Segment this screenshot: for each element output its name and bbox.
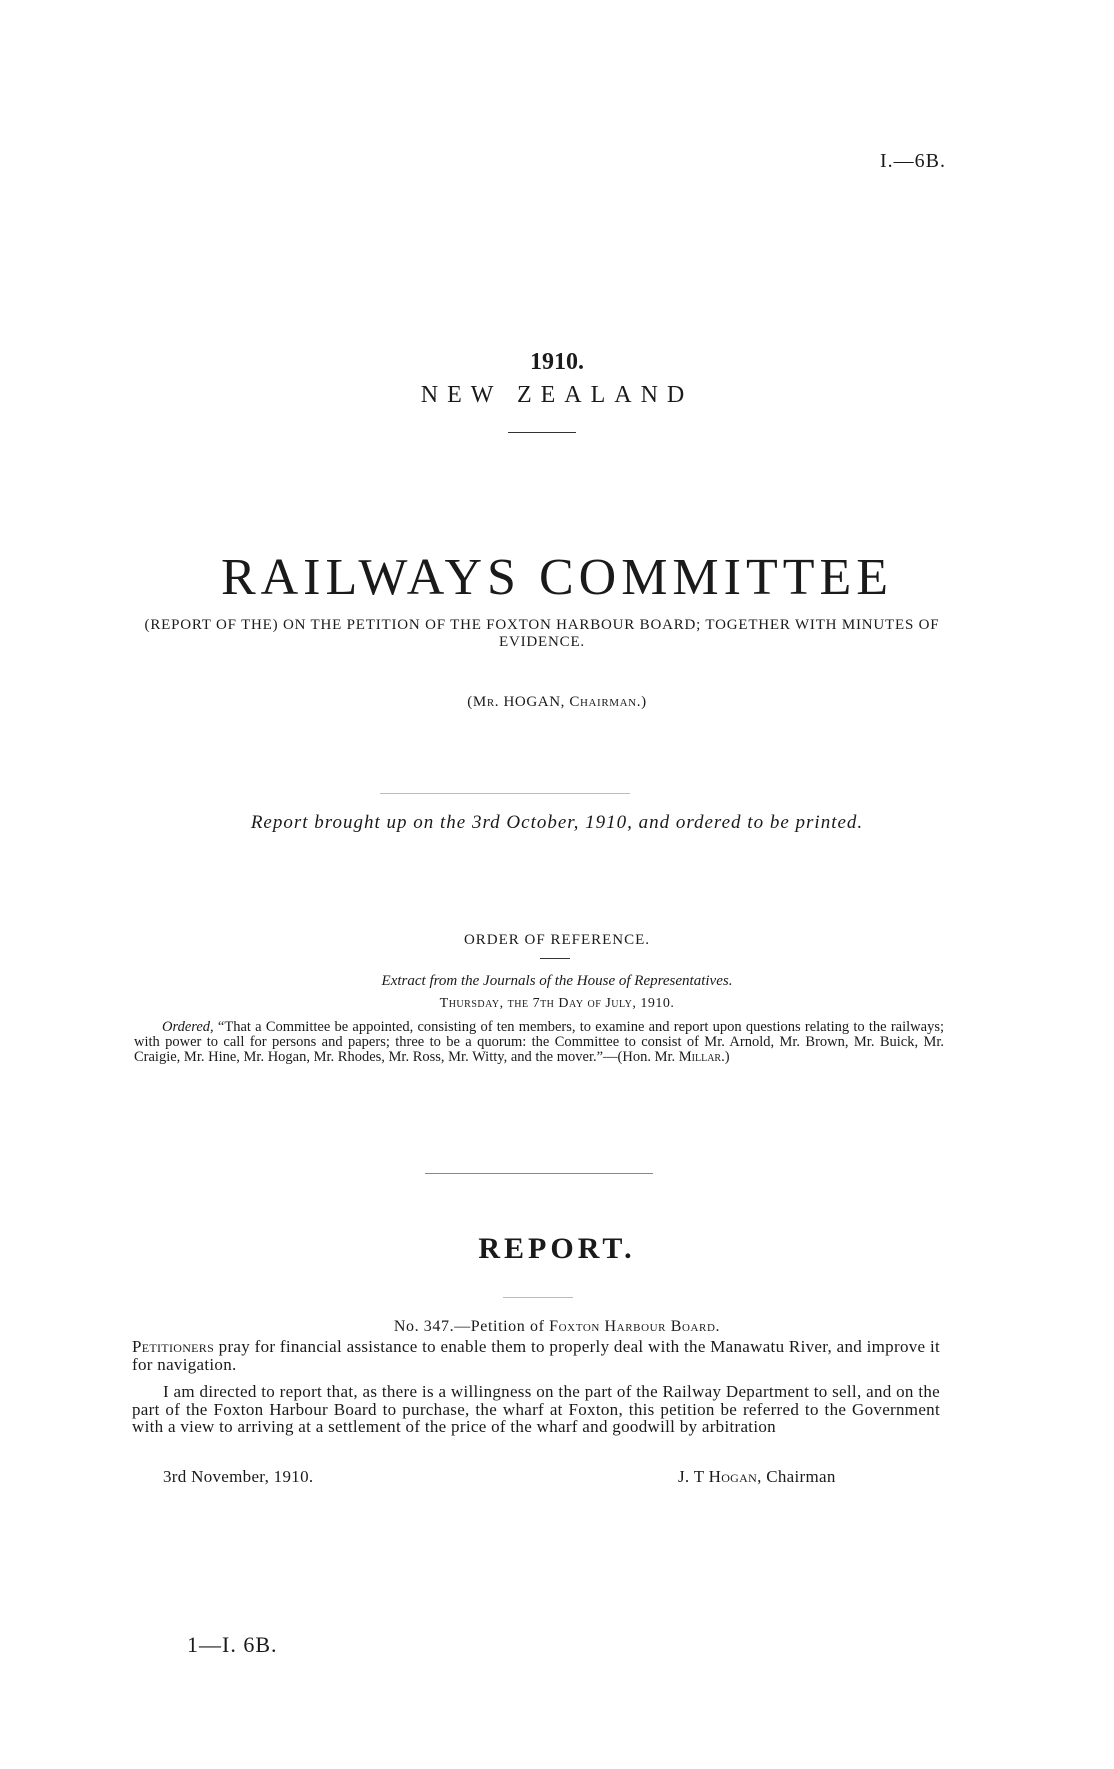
report-date: 3rd November, 1910.	[163, 1467, 314, 1486]
signature-name: Hogan	[708, 1467, 758, 1486]
order-closing: .)	[721, 1049, 730, 1065]
chairman-line: (Mr. HOGAN, Chairman.)	[467, 694, 647, 710]
order-of-reference-heading: ORDER OF REFERENCE.	[463, 932, 651, 948]
publication-year: 1910.	[530, 349, 584, 375]
masthead-rule	[508, 432, 576, 433]
petition-line: No. 347.—Petition of Foxton Harbour Board.	[393, 1318, 721, 1335]
document-subtitle: (REPORT OF THE) ON THE PETITION OF THE FOXTON HARBOUR BOARD; TOGETHER WITH MINUTES OF EVIDENCE.	[144, 617, 940, 650]
sheet-number: 1—I. 6B.	[187, 1632, 278, 1657]
mover-name: Millar	[678, 1049, 722, 1065]
report-paragraph-1: Petitioners pray for financial assistance to enable them to properly deal with the Manawatu River, and improve it for navigation.	[132, 1337, 940, 1374]
section-separator	[380, 793, 630, 794]
petition-name: Foxton Harbour Board	[549, 1318, 716, 1335]
order-date-line: Thursday, the 7th Day of July, 1910.	[439, 996, 675, 1011]
petitioners-word: Petitioners	[132, 1337, 215, 1356]
report-rule	[503, 1297, 573, 1298]
chairman-signature: J. T Hogan, Chairman	[678, 1467, 836, 1486]
petition-number: No. 347.—Petition of	[393, 1318, 550, 1335]
paper-reference: I.—6B.	[880, 150, 946, 172]
heading-rule	[540, 958, 570, 959]
order-paragraph	[134, 1020, 944, 1065]
report-paragraph-2: I am directed to report that, as there is a willingness on the part of the Railway Department to sell, and on the part of the Foxton Harbour Board to purchase, the wharf at Foxton, this petition be referred to the Government with a view to arriving at a settlement of the price of the wharf and goodwill by arbitration	[132, 1382, 940, 1436]
document-title: RAILWAYS COMMITTEE	[220, 549, 894, 606]
ordered-label: Ordered,	[162, 1019, 214, 1035]
country-name: NEW ZEALAND	[420, 382, 694, 408]
journal-extract-line: Extract from the Journals of the House of Representatives.	[381, 973, 733, 989]
section-separator-2	[425, 1173, 653, 1174]
order-text: “That a Committee be appointed, consisting of ten members, to examine and report upon questions relating to the railways; with power to call for persons and papers; three to be a quorum: the Committee to consist of Mr. Arnold, Mr. Brown, Mr. Buick, Mr. Craigie, Mr. Hine, Mr. Hogan, Mr. Rhodes, Mr. Ross, Mr. Witty, and the mover.”—(Hon. Mr.	[134, 1019, 944, 1065]
report-heading: REPORT.	[478, 1232, 636, 1265]
report-brought-up-line: Report brought up on the 3rd October, 1910, and ordered to be printed.	[250, 812, 864, 833]
